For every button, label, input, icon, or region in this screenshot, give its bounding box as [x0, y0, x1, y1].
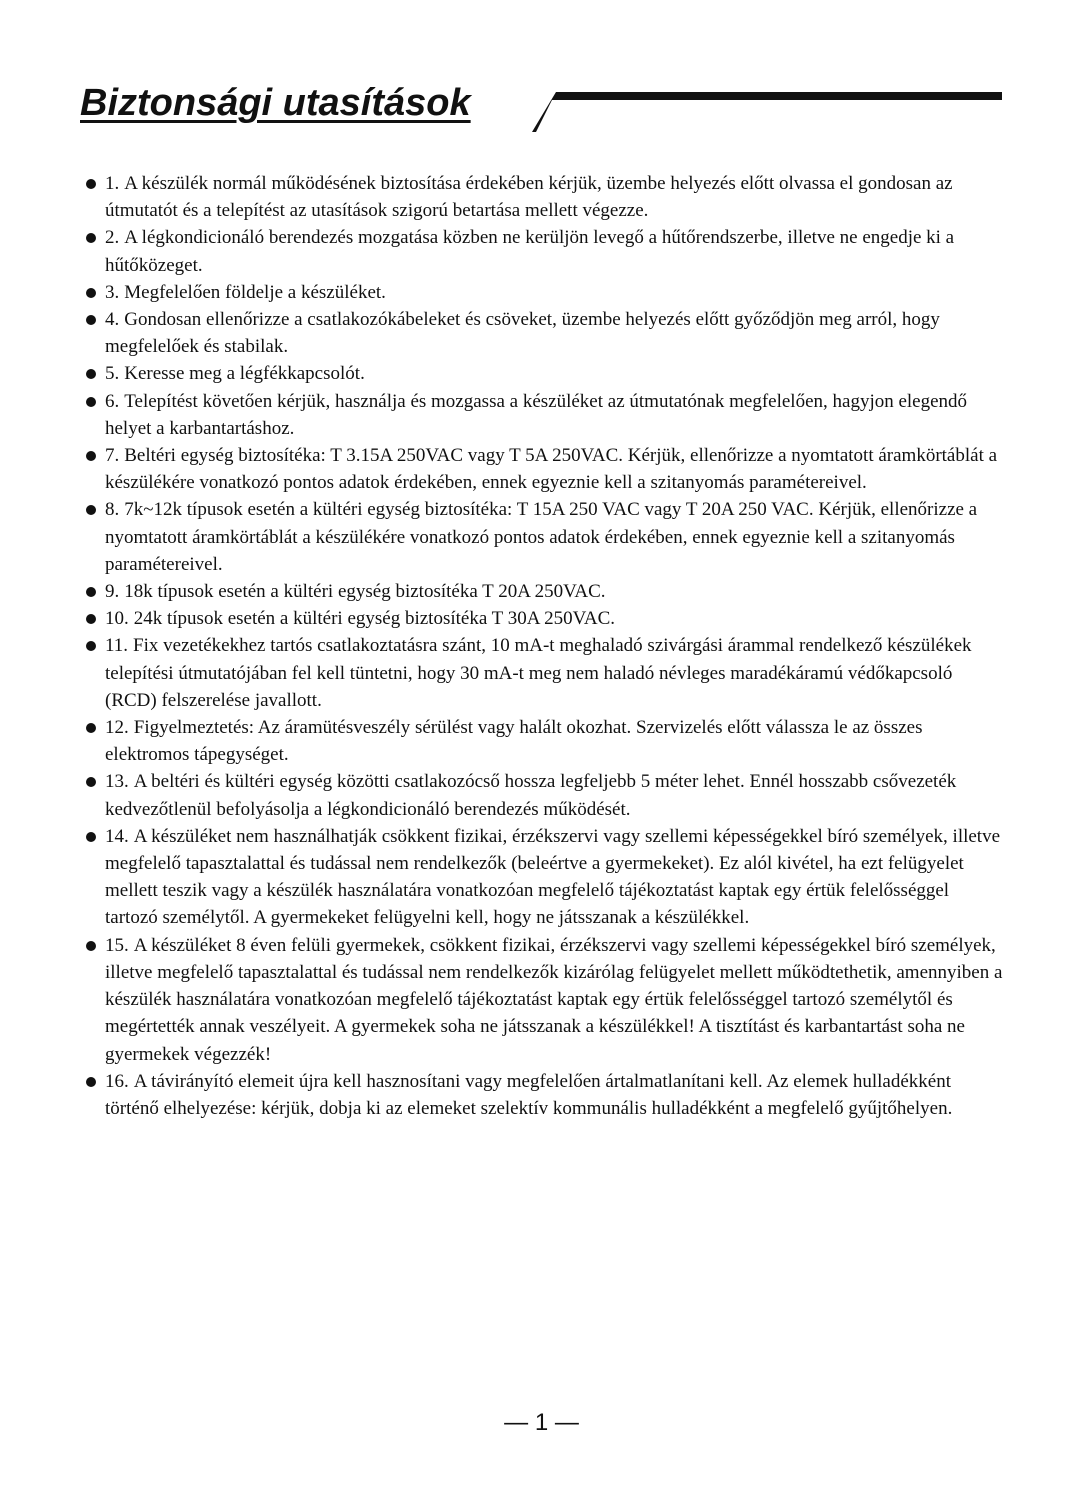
bullet-icon [86, 641, 96, 651]
list-item [84, 224, 1004, 278]
bullet-icon [86, 941, 96, 951]
item-text: A távirányító elemeit újra kell hasznosítani vagy megfelelően ártalmatlanítani kell. Az elemek hulladékként történő elhelyezése: kérjük, dobja ki az elemeket szelektív kommunális hulladékként a megfelelő gyűjtőhelyen. [105, 1070, 953, 1119]
safety-list [84, 170, 1004, 1122]
bullet-icon [86, 1077, 96, 1087]
item-text: Megfelelően földelje a készüléket. [124, 281, 386, 303]
list-item [84, 388, 1004, 442]
bullet-icon [86, 587, 96, 597]
list-item [84, 360, 1004, 387]
bullet-icon [86, 777, 96, 787]
item-number: 7. [105, 445, 120, 467]
item-number: 1. [105, 173, 120, 194]
bullet-icon [86, 832, 96, 842]
bullet-icon [86, 288, 96, 298]
list-item [84, 170, 1004, 224]
item-text: Fix vezetékekhez tartós csatlakoztatásra szánt, 10 mA-t meghaladó szivárgási árammal rendelkező készülékek telepítési útmutatójában fel kell tüntetni, hogy 30 mA-t meg nem haladó névleges maradékáramú védőkapcsoló (RCD) felszerelése javallott. [105, 635, 972, 711]
bullet-icon [86, 315, 96, 325]
item-text: A beltéri és kültéri egység közötti csatlakozócső hossza legfeljebb 5 méter lehet. Ennél hosszabb csővezeték kedvezőtlenül befolyásolja a légkondicionáló berendezés működését. [105, 771, 957, 820]
item-text: A légkondicionáló berendezés mozgatása közben ne kerüljön levegő a hűtőrendszerbe, illetve ne engedje ki a hűtőközeget. [105, 227, 955, 276]
item-number: 13. [105, 771, 129, 793]
item-text: 18k típusok esetén a kültéri egység biztosítéka T 20A 250VAC. [124, 581, 606, 603]
item-text: A készülék normál működésének biztosítása érdekében kérjük, üzembe helyezés előtt olvassa el gondosan az útmutatót és a telepítést az utasítások szigorú betartása mellett végezze. [105, 173, 953, 222]
bullet-icon [86, 233, 96, 243]
bullet-icon [86, 369, 96, 379]
bullet-icon [86, 614, 96, 624]
item-number: 5. [105, 363, 120, 385]
item-text: A készüléket nem használhatják csökkent fizikai, érzékszervi vagy szellemi képességekkel bíró személyek, illetve megfelelő tapasztalattal és tudással nem rendelkezők (beleértve a gyermekeket). Ez alól kivétel, ha ezt felügyelet mellett teszik vagy a készülék használatára vonatkozóan megfelelő tájékoztatást kaptak egy értük felelősséggel tartozó személytől. A gyermekeket felügyelni kell, hogy ne játsszanak a készülékkel. [105, 825, 1001, 929]
list-item [84, 714, 1004, 768]
item-number: 8. [105, 499, 120, 521]
item-text: Telepítést követően kérjük, használja és mozgassa a készüléket az útmutatónak megfelelően, hagyjon elegendő helyet a karbantartáshoz. [105, 390, 968, 439]
list-item [84, 768, 1004, 822]
item-number: 12. [105, 717, 129, 739]
list-item [84, 632, 1004, 714]
list-item [84, 932, 1004, 1068]
item-text: 7k~12k típusok esetén a kültéri egység biztosítéka: T 15A 250 VAC vagy T 20A 250 VAC. Kérjük, ellenőrizze a nyomtatott áramkörtáblát a készülékére vonatkozó pontos adatok érdekében, ennek egyeznie kell a szitanyomás paramétereivel. [105, 499, 978, 575]
title-rule [532, 92, 1002, 132]
list-item [84, 823, 1004, 932]
item-text: Figyelmeztetés: Az áramütésveszély sérülést vagy halált okozhat. Szervizelés előtt válassza le az összes elektromos tápegységet. [105, 717, 923, 766]
title-block [80, 80, 1002, 130]
bullet-icon [86, 179, 96, 189]
bullet-icon [86, 397, 96, 407]
list-item [84, 605, 1004, 632]
item-number: 16. [105, 1070, 129, 1092]
item-number: 11. [105, 635, 129, 657]
item-text: Keresse meg a légfékkapcsolót. [124, 363, 365, 385]
list-item [84, 496, 1004, 578]
page-title: Biztonsági utasítások [80, 82, 471, 124]
list-item [84, 279, 1004, 306]
list-item [84, 1068, 1004, 1122]
item-number: 15. [105, 934, 129, 956]
item-number: 3. [105, 281, 120, 303]
list-item [84, 442, 1004, 496]
item-number: 6. [105, 390, 120, 412]
item-number: 10. [105, 608, 129, 630]
bullet-icon [86, 723, 96, 733]
item-text: A készüléket 8 éven felüli gyermekek, csökkent fizikai, érzékszervi vagy szellemi képességekkel bíró személyek, illetve megfelelő tapasztalattal és tudással nem rendelkezők kizárólag felügyelet mellett működtethetik, amennyiben a készülék használatára vonatkozóan megfelelő tájékoztatást kaptak egy értük felelősséggel tartozó személytől és megértették annak veszélyeit. A gyermekek soha ne játsszanak a készülékkel! A tisztítást és karbantartást soha ne gyermekek végezzék! [105, 934, 1003, 1065]
item-number: 4. [105, 309, 120, 331]
bullet-icon [86, 451, 96, 461]
list-item [84, 306, 1004, 360]
item-number: 2. [105, 227, 120, 249]
list-item [84, 578, 1004, 605]
page-number: — 1 — [504, 1409, 579, 1436]
item-number: 14. [105, 825, 129, 847]
item-text: 24k típusok esetén a kültéri egység biztosítéka T 30A 250VAC. [133, 608, 616, 630]
item-text: Beltéri egység biztosítéka: T 3.15A 250VAC vagy T 5A 250VAC. Kérjük, ellenőrizze a nyomtatott áramkörtáblát a készülékére vonatkozó pontos adatok érdekében, ennek egyeznie kell a szitanyomás paramétereivel. [105, 445, 998, 494]
bullet-icon [86, 505, 96, 515]
item-text: Gondosan ellenőrizze a csatlakozókábeleket és csöveket, üzembe helyezés előtt győződjön meg arról, hogy megfelelőek és stabilak. [105, 309, 940, 358]
item-number: 9. [105, 581, 120, 603]
